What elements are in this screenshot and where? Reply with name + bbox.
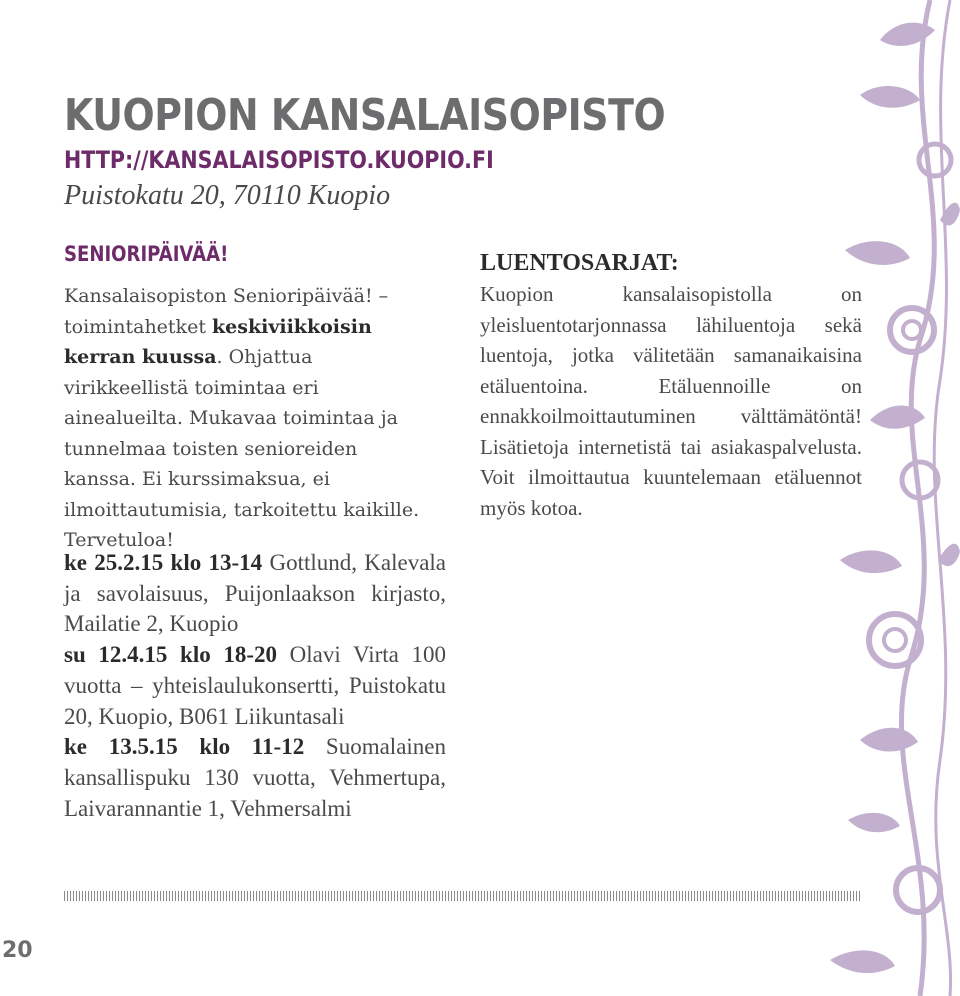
address: Puistokatu 20, 70110 Kuopio [64, 180, 391, 211]
page-title: KUOPION KANSALAISOPISTO [64, 90, 666, 141]
event-date: ke 13.5.15 klo 11-12 [64, 734, 305, 760]
event-list [64, 548, 446, 824]
senior-intro: Kansalaisopiston Senioripäivää! – toimintahetket [64, 285, 389, 338]
event-item [64, 734, 446, 820]
event-description: Olavi Virta 100 vuotta – yhteislaulukonsertti, Puistokatu 20, Kuopio, B061 Liikuntasali [64, 642, 446, 729]
lectures-heading: LUENTOSARJAT: [480, 250, 679, 276]
divider [64, 891, 862, 901]
event-description: Suomalainen kansallispuku 130 vuotta, Vehmertupa, Laivarannantie 1, Vehmersalmi [64, 734, 447, 821]
floral-ornament-icon [800, 0, 960, 996]
senior-rest: . Ohjattua virikkeellistä toimintaa eri ainealueilta. Mukavaa toimintaa ja tunnelmaa toisten senioreiden kanssa. Ei kurssimaksua, ei ilmoittautumisia, tarkoitettu kaikille. Tervetuloa! [64, 346, 420, 551]
lectures-description: Kuopion kansalaisopistolla on yleisluentotarjonnassa lähiluentoja sekä luentoja, jotka välitetään samanaikaisina etäluentoina. Etäluennoille on ennakkoilmoittautuminen välttämätöntä! Lisätietoja internetistä tai asiakaspalvelusta. Voit ilmoittautua kuuntelemaan etäluennot myös kotoa. [480, 282, 862, 520]
event-description: Gottlund, Kalevala ja savolaisuus, Puijonlaakson kirjasto, Mailatie 2, Kuopio [64, 550, 447, 637]
event-item [64, 642, 446, 728]
website-url-text: HTTP://KANSALAISOPISTO.KUOPIO.FI [64, 146, 494, 174]
senior-heading: SENIORIPÄIVÄÄ! [64, 242, 229, 266]
senior-description [64, 281, 434, 556]
event-item [64, 550, 446, 636]
senior-schedule: keskiviikkoisin kerran kuussa [64, 315, 372, 368]
page-number: 20 [2, 938, 33, 963]
website-link[interactable] [64, 146, 494, 174]
event-date: ke 25.2.15 klo 13-14 [64, 550, 263, 575]
event-date: su 12.4.15 klo 18-20 [64, 642, 278, 668]
